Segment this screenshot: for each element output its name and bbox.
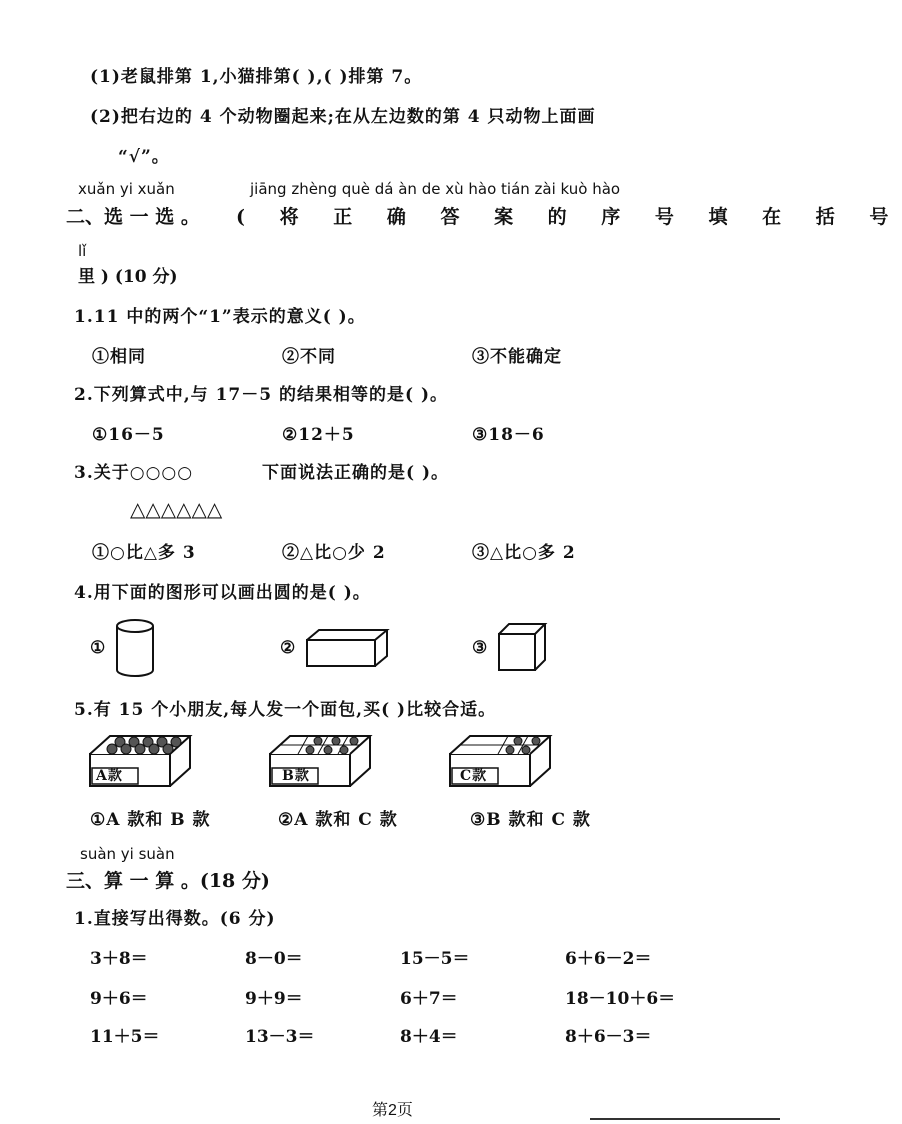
box-a-label: A款 bbox=[96, 768, 123, 784]
cylinder-figure bbox=[114, 618, 156, 678]
calc-r2-c1: 9＋6＝ bbox=[90, 989, 148, 1009]
cube-figure bbox=[497, 622, 547, 672]
question-circle-text: (2)把右边的 4 个动物圈起来;在从左边数的第 4 只动物上面画 bbox=[90, 107, 596, 127]
q3-option-3[interactable]: ③△比○多 2 bbox=[472, 543, 576, 563]
calc-r1-c3: 15－5＝ bbox=[400, 949, 470, 969]
q2-stem: 2.下列算式中,与 17－5 的结果相等的是( )。 bbox=[74, 385, 448, 405]
calc-r3-c3: 8＋4＝ bbox=[400, 1027, 458, 1047]
q5-stem: 5.有 15 个小朋友,每人发一个面包,买( )比较合适。 bbox=[74, 700, 497, 720]
section2-pinyin-a: xuǎn yi xuǎn bbox=[78, 180, 175, 198]
q3-stem-a: 3.关于○○○○ bbox=[74, 463, 194, 483]
q4-option-2[interactable]: ② bbox=[280, 638, 297, 658]
q2-option-1[interactable]: ①16－5 bbox=[92, 425, 165, 445]
section3-title: 三、算 一 算 。(18 分) bbox=[66, 870, 270, 892]
calc-r3-c2: 13－3＝ bbox=[245, 1027, 315, 1047]
q5-option-3[interactable]: ③B 款和 C 款 bbox=[470, 810, 591, 830]
q4-option-1[interactable]: ① bbox=[90, 638, 107, 658]
bottom-rule bbox=[590, 1118, 780, 1120]
box-c-label: C款 bbox=[460, 768, 488, 784]
q4-option-3[interactable]: ③ bbox=[472, 638, 489, 658]
box-b-label: B款 bbox=[282, 768, 310, 784]
section3-sub1: 1.直接写出得数。(6 分) bbox=[74, 909, 276, 929]
q2-option-3[interactable]: ③18－6 bbox=[472, 425, 545, 445]
section2-title-b: ( 将 正 确 答 案 的 序 号 填 在 括 号 bbox=[236, 206, 902, 228]
cuboid-figure bbox=[305, 628, 389, 668]
section2-title-a: 二、选 一 选 。 bbox=[66, 206, 200, 228]
q1-option-2[interactable]: ②不同 bbox=[282, 347, 336, 367]
section2-pinyin-b: jiāng zhèng què dá àn de xù hào tián zài kuò hào bbox=[250, 180, 621, 198]
q3-stem-b: 下面说法正确的是( )。 bbox=[262, 463, 450, 483]
q1-stem: 1.11 中的两个“1”表示的意义( )。 bbox=[74, 307, 366, 327]
q3-option-2[interactable]: ②△比○少 2 bbox=[282, 543, 386, 563]
calc-r2-c4: 18－10＋6＝ bbox=[565, 989, 676, 1009]
q4-stem: 4.用下面的图形可以画出圆的是( )。 bbox=[74, 583, 371, 603]
calc-r1-c4: 6＋6－2＝ bbox=[565, 949, 652, 969]
calc-r3-c4: 8＋6－3＝ bbox=[565, 1027, 652, 1047]
calc-r1-c1: 3＋8＝ bbox=[90, 949, 148, 969]
calc-r2-c3: 6＋7＝ bbox=[400, 989, 458, 1009]
q1-option-1[interactable]: ①相同 bbox=[92, 347, 146, 367]
section3-pinyin: suàn yi suàn bbox=[80, 845, 175, 863]
calc-r2-c2: 9＋9＝ bbox=[245, 989, 303, 1009]
q5-option-1[interactable]: ①A 款和 B 款 bbox=[90, 810, 211, 830]
section2-title-c: 里 ) (10 分) bbox=[78, 267, 178, 287]
q2-option-2[interactable]: ②12＋5 bbox=[282, 425, 355, 445]
calc-r3-c1: 11＋5＝ bbox=[90, 1027, 160, 1047]
page-number: 第2页 bbox=[372, 1102, 413, 1119]
q3-option-1[interactable]: ①○比△多 3 bbox=[92, 543, 196, 563]
question-circle-text-cont: “√”。 bbox=[118, 147, 170, 167]
q5-option-2[interactable]: ②A 款和 C 款 bbox=[278, 810, 398, 830]
q3-triangles: △△△△△△ bbox=[130, 497, 223, 521]
q1-option-3[interactable]: ③不能确定 bbox=[472, 347, 562, 367]
question-rank-text: (1)老鼠排第 1,小猫排第( ),( )排第 7。 bbox=[90, 67, 423, 87]
calc-r1-c2: 8－0＝ bbox=[245, 949, 303, 969]
section2-pinyin-c: lǐ bbox=[78, 242, 87, 260]
